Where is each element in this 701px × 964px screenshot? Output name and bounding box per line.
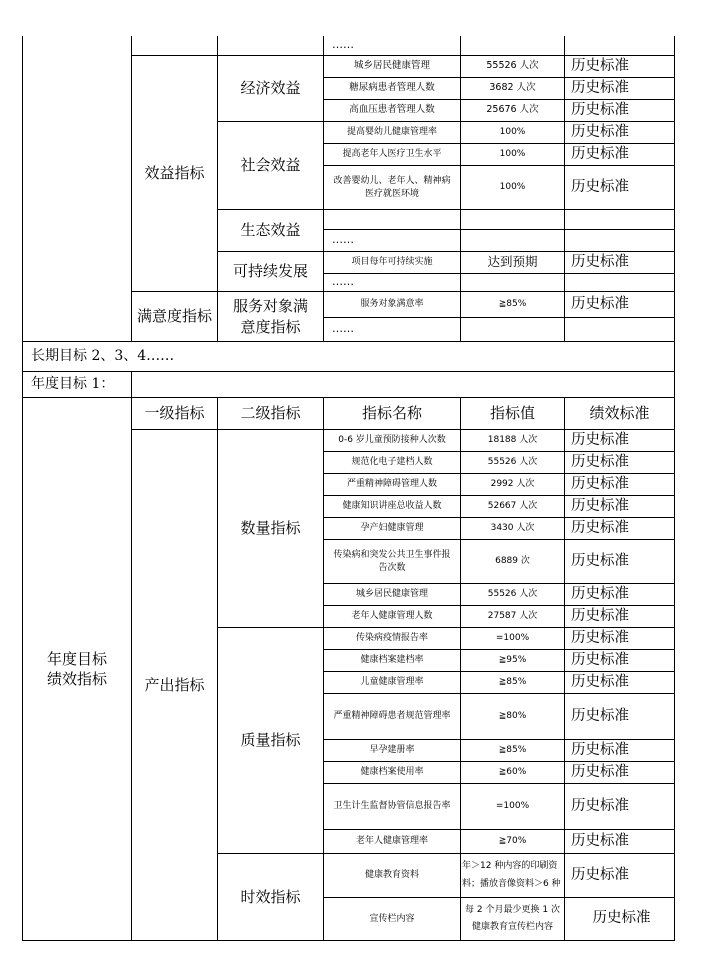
indicator-name: 健康教育资料 [324, 854, 461, 898]
performance-standard: 历史标准 [565, 144, 675, 166]
indicator-value: 18188 人次 [461, 430, 565, 452]
ecological-benefit-label: 生态效益 [218, 210, 324, 252]
performance-standard: 历史标准 [565, 854, 675, 898]
dots-cell: …… [324, 318, 461, 342]
timeliness-indicator-label: 时效指标 [218, 854, 324, 941]
empty-std-cell [565, 36, 675, 56]
empty-value-cell [461, 210, 565, 230]
indicator-value: 55526 人次 [461, 56, 565, 78]
indicator-name: 城乡居民健康管理 [324, 56, 461, 78]
indicator-value: =100% [461, 784, 565, 830]
performance-standard: 历史标准 [565, 694, 675, 740]
indicator-value: 100% [461, 122, 565, 144]
performance-standard: 历史标准 [565, 452, 675, 474]
performance-standard: 历史标准 [565, 650, 675, 672]
empty-value-cell [461, 230, 565, 252]
performance-standard: 历史标准 [565, 584, 675, 606]
performance-standard: 历史标准 [565, 56, 675, 78]
header-level1: 一级指标 [132, 398, 218, 430]
indicator-name: 健康知识讲座总收益人数 [324, 496, 461, 518]
performance-standard: 历史标准 [565, 784, 675, 830]
indicator-value: 达到预期 [461, 252, 565, 274]
indicator-value: ≧85% [461, 672, 565, 694]
performance-standard: 历史标准 [565, 166, 675, 210]
service-satisfaction-label: 服务对象满意度指标 [218, 292, 324, 342]
indicator-name: 早孕建册率 [324, 740, 461, 762]
benefit-indicator-label: 效益指标 [132, 56, 218, 292]
indicator-name: 服务对象满意率 [324, 292, 461, 318]
annual-performance-indicator-label: 年度目标绩效指标 [22, 398, 132, 941]
dots-cell: …… [324, 274, 461, 292]
performance-standard: 历史标准 [565, 518, 675, 540]
empty-value-cell [461, 274, 565, 292]
indicator-value: 100% [461, 144, 565, 166]
indicator-value: ≧80% [461, 694, 565, 740]
performance-standard: 历史标准 [565, 672, 675, 694]
indicator-value: 25676 人次 [461, 100, 565, 122]
indicator-name: 老年人健康管理率 [324, 830, 461, 854]
header-indicator-value: 指标值 [461, 398, 565, 430]
indicator-name: 严重精神障碍管理人数 [324, 474, 461, 496]
empty-std-cell [565, 274, 675, 292]
indicator-value: 6889 次 [461, 540, 565, 584]
indicator-value: 3430 人次 [461, 518, 565, 540]
performance-standard: 历史标准 [565, 474, 675, 496]
indicator-value: 每 2 个月最少更换 1 次健康教育宣传栏内容 [461, 898, 565, 941]
quantity-indicator-label: 数量指标 [218, 430, 324, 628]
quality-indicator-label: 质量指标 [218, 628, 324, 854]
indicator-name: 提高老年人医疗卫生水平 [324, 144, 461, 166]
annual-goal-content [132, 372, 675, 398]
indicator-name: 健康档案建档率 [324, 650, 461, 672]
performance-standard: 历史标准 [565, 898, 675, 941]
continued-cell [218, 36, 324, 56]
empty-value-cell [461, 36, 565, 56]
empty-value-cell [461, 318, 565, 342]
indicator-name: 健康档案使用率 [324, 762, 461, 784]
indicator-name: 儿童健康管理率 [324, 672, 461, 694]
dots-cell: …… [324, 36, 461, 56]
long-term-goal-row: 长期目标 2、3、4…… [22, 342, 675, 372]
output-indicator-label: 产出指标 [132, 430, 218, 941]
continued-first-column [22, 36, 132, 342]
indicator-name: 0-6 岁儿童预防接种人次数 [324, 430, 461, 452]
indicator-name: 糖尿病患者管理人数 [324, 78, 461, 100]
indicator-name: 卫生计生监督协管信息报告率 [324, 784, 461, 830]
header-level2: 二级指标 [218, 398, 324, 430]
indicator-name: 传染病疫情报告率 [324, 628, 461, 650]
social-benefit-label: 社会效益 [218, 122, 324, 210]
indicator-value: ≧85% [461, 292, 565, 318]
performance-standard: 历史标准 [565, 78, 675, 100]
performance-standard: 历史标准 [565, 292, 675, 318]
performance-standard: 历史标准 [565, 122, 675, 144]
indicator-value: 3682 人次 [461, 78, 565, 100]
performance-standard: 历史标准 [565, 628, 675, 650]
indicator-value: ≧70% [461, 830, 565, 854]
annual-goal-label: 年度目标 1： [22, 372, 132, 398]
indicator-value: 年＞12 种内容的印刷资料；播放音像资料＞6 种 [461, 854, 565, 898]
indicator-name: 严重精神障碍患者规范管理率 [324, 694, 461, 740]
indicator-value: 52667 人次 [461, 496, 565, 518]
empty-std-cell [565, 318, 675, 342]
empty-name-cell [324, 210, 461, 230]
indicator-name: 提高婴幼儿健康管理率 [324, 122, 461, 144]
indicator-value: ≧95% [461, 650, 565, 672]
indicator-value: ≧85% [461, 740, 565, 762]
empty-std-cell [565, 230, 675, 252]
indicator-value: 100% [461, 166, 565, 210]
economic-benefit-label: 经济效益 [218, 56, 324, 122]
indicator-value: 27587 人次 [461, 606, 565, 628]
continued-cell [132, 36, 218, 56]
performance-standard: 历史标准 [565, 540, 675, 584]
performance-standard: 历史标准 [565, 762, 675, 784]
dots-cell: …… [324, 230, 461, 252]
performance-standard: 历史标准 [565, 100, 675, 122]
indicator-name: 项目每年可持续实施 [324, 252, 461, 274]
indicator-value: 2992 人次 [461, 474, 565, 496]
performance-standard: 历史标准 [565, 830, 675, 854]
indicator-name: 规范化电子建档人数 [324, 452, 461, 474]
indicator-name: 高血压患者管理人数 [324, 100, 461, 122]
indicator-value: 55526 人次 [461, 452, 565, 474]
header-indicator-name: 指标名称 [324, 398, 461, 430]
performance-standard: 历史标准 [565, 430, 675, 452]
satisfaction-indicator-label: 满意度指标 [132, 292, 218, 342]
indicator-value: 55526 人次 [461, 584, 565, 606]
sustainable-development-label: 可持续发展 [218, 252, 324, 292]
indicator-name: 老年人健康管理人数 [324, 606, 461, 628]
performance-standard: 历史标准 [565, 252, 675, 274]
header-performance-standard: 绩效标准 [565, 398, 675, 430]
indicator-value: ≧60% [461, 762, 565, 784]
performance-standard: 历史标准 [565, 606, 675, 628]
indicator-name: 传染病和突发公共卫生事件报告次数 [324, 540, 461, 584]
indicator-name: 城乡居民健康管理 [324, 584, 461, 606]
performance-standard: 历史标准 [565, 496, 675, 518]
indicator-name: 宣传栏内容 [324, 898, 461, 941]
indicator-value: =100% [461, 628, 565, 650]
indicator-name: 改善婴幼儿、老年人、精神病医疗就医环境 [324, 166, 461, 210]
indicator-name: 孕产妇健康管理 [324, 518, 461, 540]
performance-standard: 历史标准 [565, 740, 675, 762]
empty-std-cell [565, 210, 675, 230]
